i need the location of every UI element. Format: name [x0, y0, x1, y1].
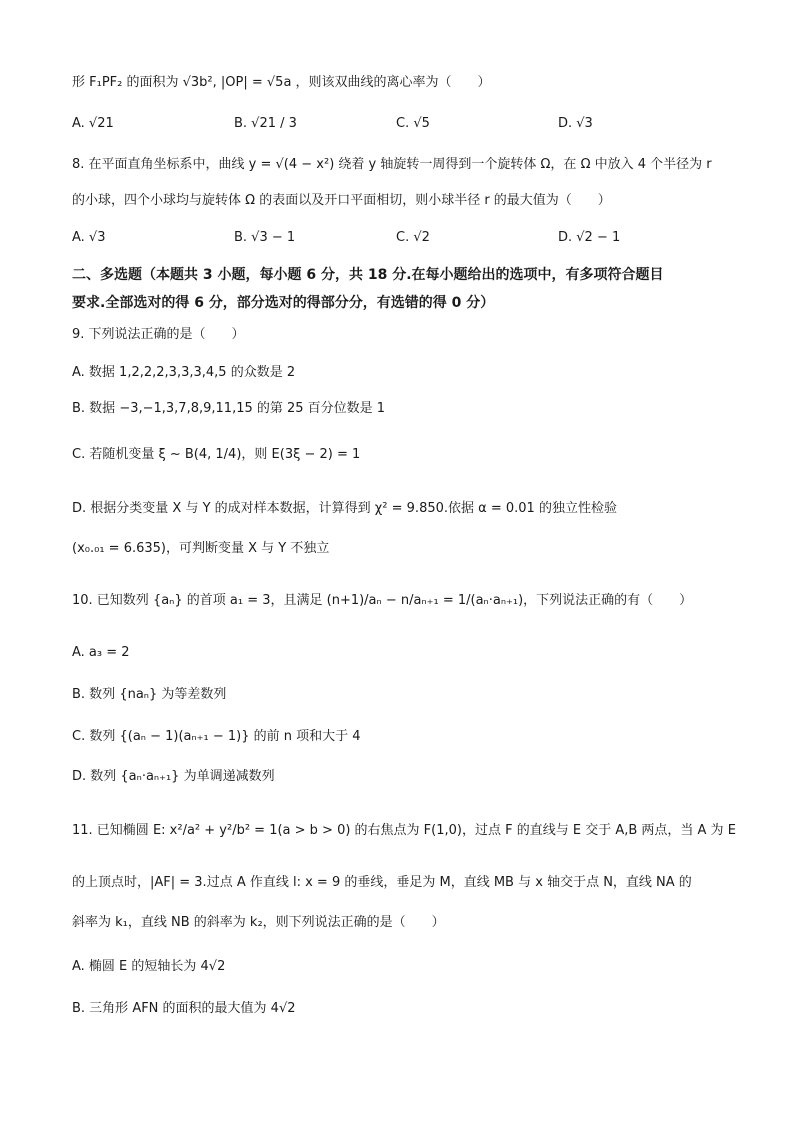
q9-option-b: B. 数据 −3,−1,3,7,8,9,11,15 的第 25 百分位数是 1 [72, 401, 386, 416]
q9-option-d-line2: (x₀.₀₁ = 6.635)，可判断变量 X 与 Y 不独立 [72, 541, 330, 556]
q10-option-a: A. a₃ = 2 [72, 645, 130, 660]
q10-option-d: D. 数列 {aₙ·aₙ₊₁} 为单调递减数列 [72, 769, 275, 784]
q10-option-c: C. 数列 {(aₙ − 1)(aₙ₊₁ − 1)} 的前 n 项和大于 4 [72, 729, 361, 744]
q7-options [72, 112, 732, 136]
q11-stem-line2: 的上顶点时，|AF| = 3.过点 A 作直线 l: x = 9 的垂线，垂足为 M，直线 MB 与 x 轴交于点 N，直线 NA 的 [72, 875, 692, 890]
q8-options [72, 226, 732, 250]
q11-option-a: A. 椭圆 E 的短轴长为 4√2 [72, 959, 226, 974]
q11-stem-line1: 11. 已知椭圆 E: x²/a² + y²/b² = 1(a > b > 0) 的右焦点为 F(1,0)，过点 F 的直线与 E 交于 A,B 两点，当 A 为 E [72, 823, 736, 838]
q8-stem-line2: 的小球，四个小球均与旋转体 Ω 的表面以及开口平面相切，则小球半径 r 的最大值为（ ） [72, 193, 611, 208]
q7-option-b: B. √21 / 3 [234, 116, 297, 131]
q10-option-b: B. 数列 {naₙ} 为等差数列 [72, 687, 227, 702]
q7-stem-tail: 形 F₁PF₂ 的面积为 √3b², |OP| = √5a ，则该双曲线的离心率为（ ） [72, 75, 491, 90]
q8-option-b: B. √3 − 1 [234, 230, 296, 245]
q9-option-c: C. 若随机变量 ξ ~ B(4, 1/4)，则 E(3ξ − 2) = 1 [72, 447, 361, 462]
q8-option-d: D. √2 − 1 [558, 230, 621, 245]
q9-option-d-line1: D. 根据分类变量 X 与 Y 的成对样本数据，计算得到 χ² = 9.850.依据 α = 0.01 的独立性检验 [72, 501, 617, 516]
q10-stem: 10. 已知数列 {aₙ} 的首项 a₁ = 3，且满足 (n+1)/aₙ − n/aₙ₊₁ = 1/(aₙ·aₙ₊₁)，下列说法正确的有（ ） [72, 593, 693, 608]
section-2-heading-line1: 二、多选题（本题共 3 小题，每小题 6 分，共 18 分.在每小题给出的选项中，有多项符合题目 [72, 267, 664, 283]
q7-option-a: A. √21 [72, 116, 114, 131]
q8-option-a: A. √3 [72, 230, 106, 245]
q11-option-b: B. 三角形 AFN 的面积的最大值为 4√2 [72, 1001, 296, 1016]
q8-option-c: C. √2 [396, 230, 430, 245]
q9-option-a: A. 数据 1,2,2,2,3,3,3,4,5 的众数是 2 [72, 365, 296, 380]
section-2-heading-line2: 要求.全部选对的得 6 分，部分选对的得部分分，有选错的得 0 分） [72, 295, 495, 311]
q8-stem-line1: 8. 在平面直角坐标系中，曲线 y = √(4 − x²) 绕着 y 轴旋转一周得到一个旋转体 Ω，在 Ω 中放入 4 个半径为 r [72, 157, 712, 172]
q7-option-c: C. √5 [396, 116, 430, 131]
q9-stem: 9. 下列说法正确的是（ ） [72, 327, 245, 342]
q7-option-d: D. √3 [558, 116, 593, 131]
q11-stem-line3: 斜率为 k₁，直线 NB 的斜率为 k₂，则下列说法正确的是（ ） [72, 915, 445, 930]
